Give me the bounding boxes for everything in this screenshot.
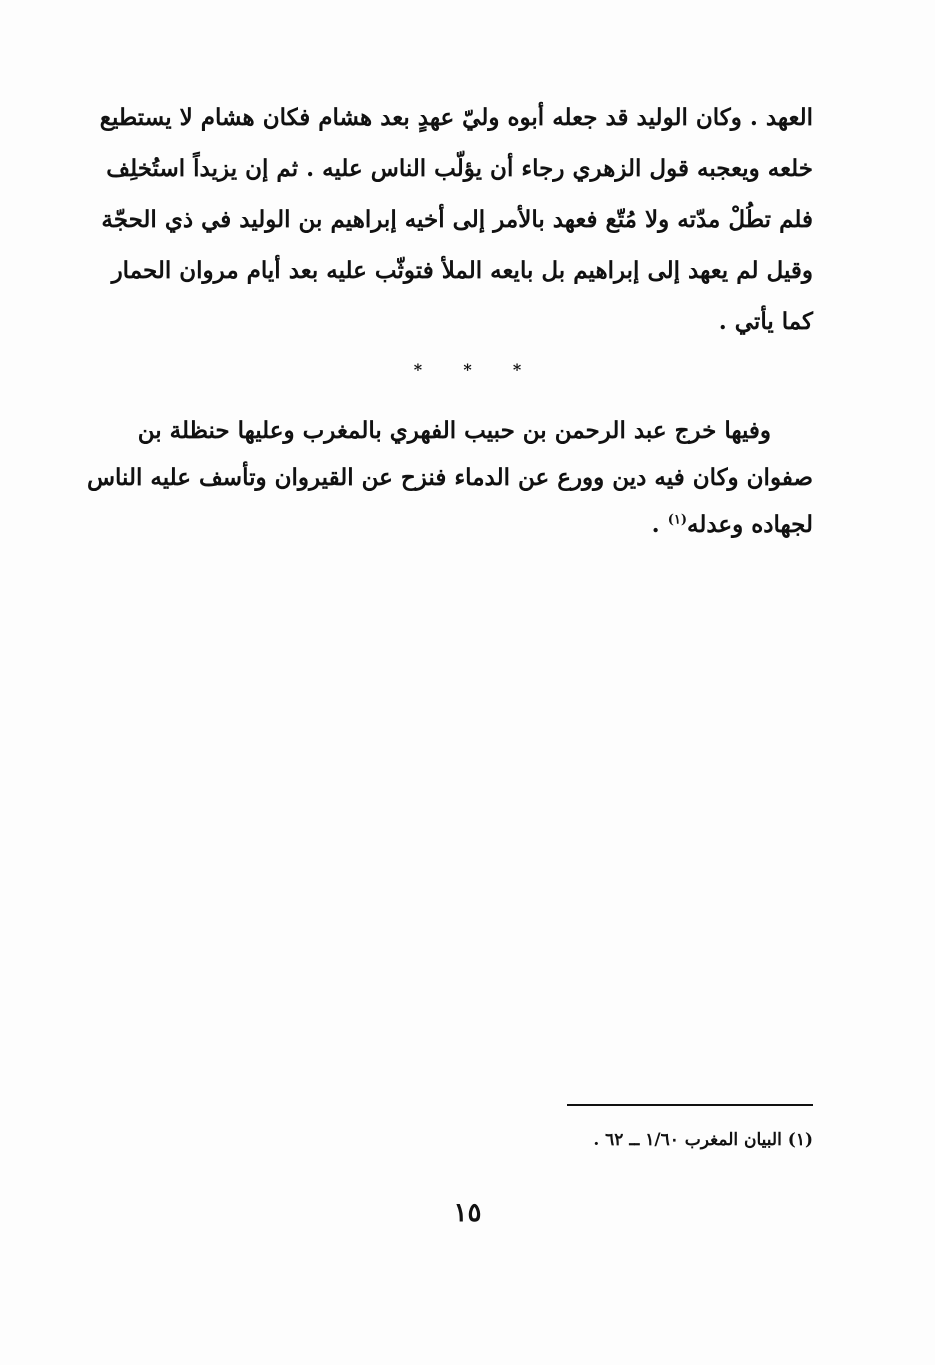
section-separator xyxy=(0,360,935,379)
paragraph-2-line: لجهاده وعدله xyxy=(686,511,813,538)
paragraph-2-last-line xyxy=(140,501,813,548)
paragraph-1-line: فلم تطُلْ مدّته ولا مُتّع فعهد بالأمر إلى أخيه إبراهيم بن الوليد في ذي الحجّة xyxy=(101,206,813,233)
paragraph-1-line: كما يأتي . xyxy=(718,308,813,335)
paragraph-2-line: وفيها خرج عبد الرحمن بن حبيب الفهري بالمغرب وعليها حنظلة بن xyxy=(137,417,771,444)
asterisk-mark: * xyxy=(413,360,423,379)
page-number: ١٥ xyxy=(453,1198,482,1228)
paragraph-1-line: وقيل لم يعهد إلى إبراهيم بل بايعه الملأ فتوثّب عليه بعد أيام مروان الحمار xyxy=(111,257,813,284)
asterisk-mark: * xyxy=(512,360,522,379)
footnote-reference[interactable]: (١) xyxy=(667,512,687,528)
footnote: (١) البيان المغرب ١/٦٠ ــ ٦٢ . xyxy=(593,1130,813,1150)
paragraph-2-closing: . xyxy=(651,511,668,538)
asterisk-mark: * xyxy=(463,360,472,379)
footnote-divider xyxy=(567,1104,813,1106)
paragraph-1-line: خلعه ويعجبه قول الزهري رجاء أن يؤلّب الناس عليه . ثم إن يزيداً استُخلِف xyxy=(106,155,813,182)
paragraph-1 xyxy=(99,92,813,347)
paragraph-2 xyxy=(86,407,813,548)
paragraph-2-line: صفوان وكان فيه دين وورع عن الدماء فنزح عن القيروان وتأسف عليه الناس xyxy=(86,464,813,491)
paragraph-1-line: العهد . وكان الوليد قد جعله أبوه وليّ عهدٍ بعد هشام فكان هشام لا يستطيع xyxy=(99,104,813,131)
